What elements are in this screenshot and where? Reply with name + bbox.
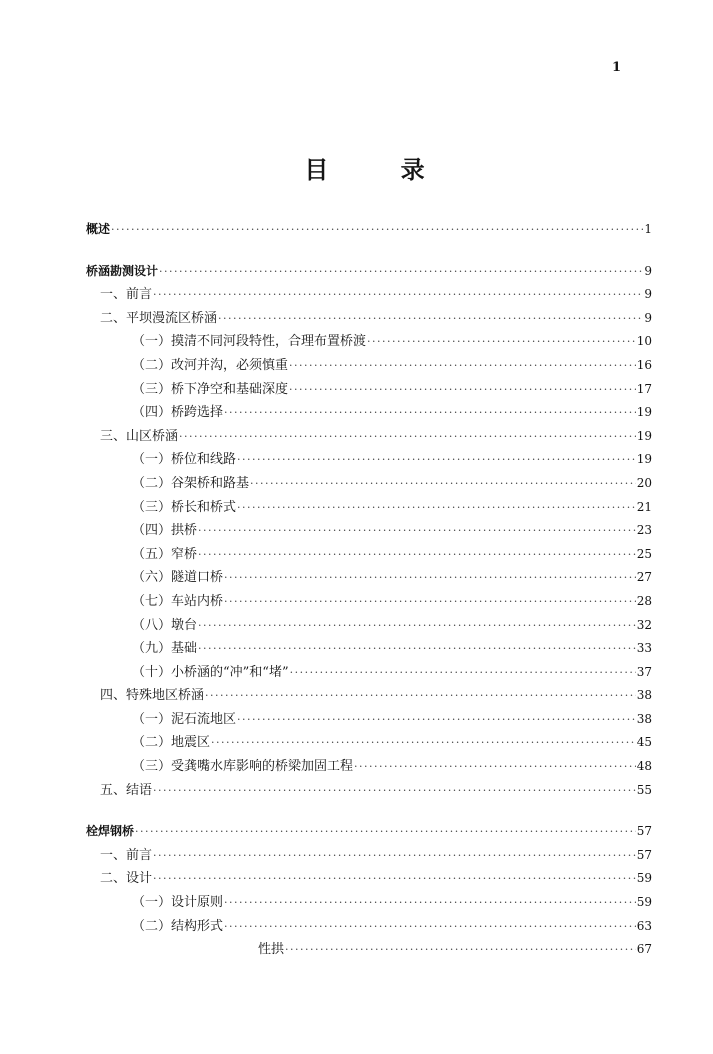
toc-entry-label: 概述 (86, 222, 111, 236)
toc-entry[interactable] (86, 755, 652, 779)
toc-entry-label: （九）基础 (132, 641, 198, 657)
dot-leader (198, 614, 636, 638)
toc-entry-page: 63 (636, 918, 652, 933)
toc-entry-page: 27 (636, 570, 652, 585)
toc-entry-label: （一）泥石流地区 (132, 711, 237, 727)
toc-entry-label: 四、特殊地区桥涵 (100, 688, 205, 704)
toc-entry-page: 9 (644, 263, 652, 278)
toc-entry[interactable] (86, 684, 652, 708)
toc-entry-page: 59 (636, 871, 652, 886)
toc-entry-page: 38 (636, 688, 652, 703)
toc-entry-label: 栓焊钢桥 (86, 824, 135, 839)
toc-entry-label: （十）小桥涵的“冲”和“堵” (132, 664, 289, 680)
toc-entry[interactable] (86, 779, 652, 803)
toc-entry[interactable] (86, 708, 652, 732)
toc-entry[interactable] (86, 891, 652, 915)
toc-entry-label: 性拱 (258, 942, 285, 958)
table-of-contents (86, 218, 652, 962)
dot-leader (290, 661, 636, 685)
dot-leader (224, 915, 636, 939)
dot-leader (153, 867, 636, 891)
dot-leader (153, 779, 636, 803)
toc-entry-label: （四）桥跨选择 (132, 405, 224, 421)
toc-entry[interactable] (86, 354, 652, 378)
toc-entry-label: 二、平坝漫流区桥涵 (100, 310, 218, 326)
toc-entry-label: 三、山区桥涵 (100, 428, 179, 444)
page-number: 1 (612, 60, 622, 75)
dot-leader (367, 330, 636, 354)
toc-entry-page: 20 (636, 475, 652, 490)
toc-entry-page: 37 (636, 664, 652, 679)
toc-entry-label: （四）拱桥 (132, 523, 198, 539)
toc-entry-label: 一、前言 (100, 847, 153, 863)
toc-entry-page: 17 (636, 381, 652, 396)
toc-entry[interactable] (86, 731, 652, 755)
toc-entry-page: 55 (636, 782, 652, 797)
toc-entry-page: 9 (644, 310, 652, 325)
toc-entry-page: 1 (644, 222, 652, 236)
toc-entry[interactable] (86, 614, 652, 638)
toc-entry[interactable] (86, 378, 652, 402)
dot-leader (179, 425, 636, 449)
dot-leader (224, 566, 636, 590)
toc-entry-label: （二）谷架桥和路基 (132, 475, 250, 491)
toc-entry-page: 19 (636, 428, 652, 443)
toc-entry[interactable] (86, 566, 652, 590)
dot-leader (237, 496, 636, 520)
toc-entry-label: （三）受龚嘴水库影响的桥梁加固工程 (132, 759, 354, 775)
toc-entry[interactable] (86, 448, 652, 472)
toc-entry-page: 9 (644, 287, 652, 302)
dot-leader (153, 844, 636, 868)
dot-leader (237, 448, 636, 472)
dot-leader (218, 307, 643, 331)
toc-entry-page: 10 (636, 334, 652, 349)
toc-entry-page: 67 (636, 942, 652, 957)
toc-entry-label: （一）桥位和线路 (132, 452, 237, 468)
toc-entry-page: 57 (636, 824, 652, 839)
dot-leader (224, 891, 636, 915)
toc-entry[interactable] (86, 330, 652, 354)
toc-entry-label: （六）隧道口桥 (132, 570, 224, 586)
toc-entry[interactable] (86, 661, 652, 685)
toc-entry-label: （二）改河并沟，必须慎重 (132, 357, 289, 373)
toc-entry-label: （三）桥下净空和基础深度 (132, 381, 289, 397)
dot-leader (135, 820, 636, 844)
toc-entry-page: 59 (636, 895, 652, 910)
dot-leader (224, 590, 636, 614)
toc-entry-label: （二）地震区 (132, 735, 211, 751)
toc-entry-page: 16 (636, 357, 652, 372)
dot-leader (159, 260, 643, 284)
toc-entry-label: （五）窄桥 (132, 546, 198, 562)
toc-entry-page: 19 (636, 405, 652, 420)
dot-leader (289, 378, 636, 402)
toc-entry-page: 28 (636, 593, 652, 608)
dot-leader (205, 684, 636, 708)
toc-entry[interactable] (86, 820, 652, 844)
toc-entry-label: 五、结语 (100, 782, 153, 798)
dot-leader (111, 218, 643, 242)
toc-entry-page: 38 (636, 711, 652, 726)
toc-entry[interactable] (86, 496, 652, 520)
dot-leader (354, 755, 636, 779)
toc-entry-label: （一）设计原则 (132, 895, 224, 911)
toc-entry-page: 33 (636, 641, 652, 656)
toc-entry-label: 一、前言 (100, 287, 153, 303)
toc-entry-page: 25 (636, 546, 652, 561)
toc-entry-page: 32 (636, 617, 652, 632)
toc-entry[interactable] (86, 260, 652, 284)
toc-entry[interactable] (86, 637, 652, 661)
toc-entry-label: （二）结构形式 (132, 918, 224, 934)
dot-leader (198, 637, 636, 661)
toc-entry[interactable] (86, 519, 652, 543)
toc-entry-label: （八）墩台 (132, 617, 198, 633)
toc-entry-page: 45 (636, 735, 652, 750)
toc-entry-page: 21 (636, 499, 652, 514)
dot-leader (198, 543, 636, 567)
toc-entry[interactable] (86, 844, 652, 868)
toc-entry-page: 48 (636, 759, 652, 774)
toc-entry[interactable] (86, 472, 652, 496)
dot-leader (211, 731, 636, 755)
dot-leader (289, 354, 636, 378)
dot-leader (250, 472, 636, 496)
dot-leader (198, 519, 636, 543)
toc-entry[interactable] (86, 401, 652, 425)
toc-entry[interactable] (86, 590, 652, 614)
toc-entry[interactable] (86, 915, 652, 939)
toc-entry-label: （三）桥长和桥式 (132, 499, 237, 515)
section-gap (86, 242, 652, 260)
dot-leader (153, 283, 643, 307)
toc-entry[interactable] (86, 543, 652, 567)
toc-entry-page: 19 (636, 452, 652, 467)
toc-entry-label: （一）摸清不同河段特性，合理布置桥渡 (132, 334, 367, 350)
toc-entry[interactable] (86, 307, 652, 331)
toc-entry[interactable] (86, 218, 652, 242)
toc-entry[interactable] (86, 283, 652, 307)
dot-leader (285, 938, 636, 962)
toc-entry[interactable] (86, 938, 652, 962)
dot-leader (224, 401, 636, 425)
toc-entry-label: 二、设计 (100, 871, 153, 887)
toc-entry-page: 57 (636, 847, 652, 862)
section-gap (86, 802, 652, 820)
page-title: 目 录 (304, 155, 457, 184)
toc-entry-label: （七）车站内桥 (132, 593, 224, 609)
toc-entry[interactable] (86, 425, 652, 449)
toc-entry-label: 桥涵勘测设计 (86, 263, 159, 278)
toc-entry[interactable] (86, 867, 652, 891)
dot-leader (237, 708, 636, 732)
toc-entry-page: 23 (636, 523, 652, 538)
